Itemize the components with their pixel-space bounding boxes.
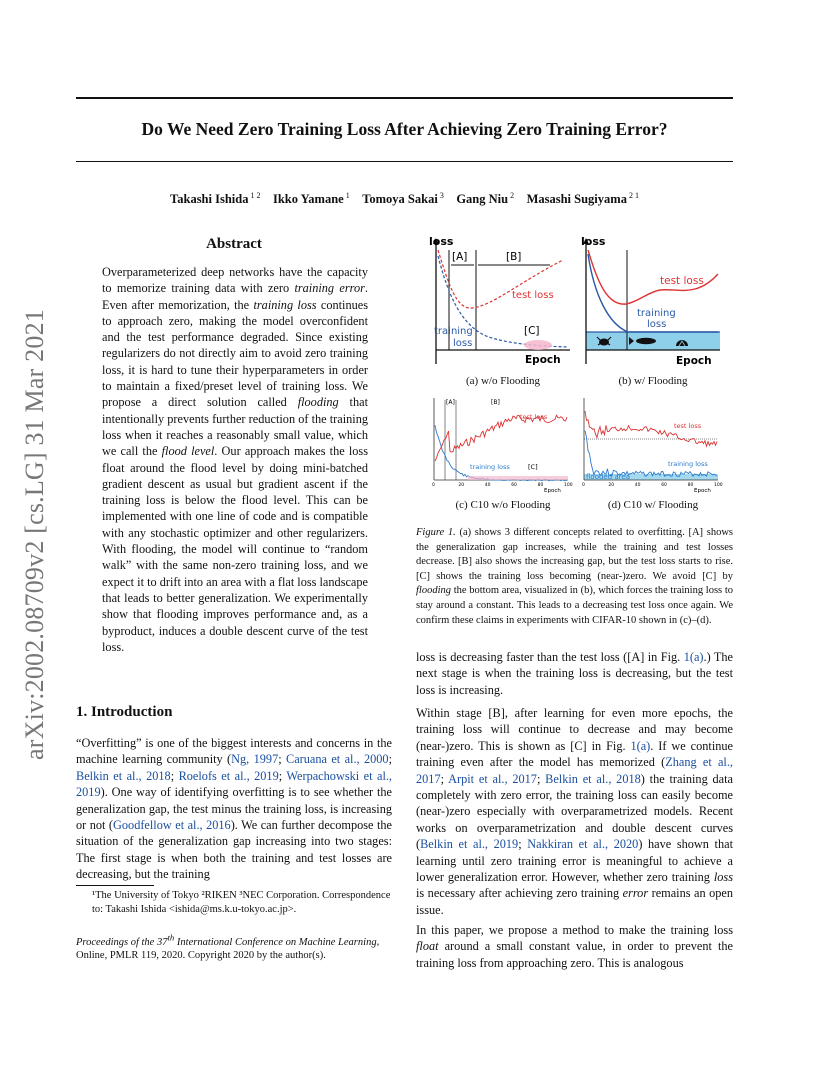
panel-a-training-label-2: loss (453, 338, 473, 349)
citation-link[interactable]: Belkin et al., 2018 (545, 771, 641, 786)
citation-link[interactable]: Arpit et al., 2017 (448, 771, 537, 786)
x-tick-label: 60 (511, 483, 517, 488)
affiliation-footnote: ¹The University of Tokyo ²RIKEN ³NEC Corporation. Correspondence to: Takashi Ishida <ishida@ms.k.u-tokyo.ac.jp>. (92, 890, 391, 915)
author-affiliation: 1 2 (248, 191, 261, 200)
text-run: ) have shown that learning until zero training error is meaningful to achieve a lower generalization error. However, whether zero training (416, 837, 733, 885)
panel-c-stage-b: [B] (491, 399, 500, 406)
figure-panel-d (578, 392, 728, 494)
text-run: ) the training data completely with zero error, the training loss can easily become (near-)zero especially with overparametrized models. Recent works on overparametrization and double descent curves ( (416, 771, 733, 852)
section-heading-introduction: 1. Introduction (76, 704, 173, 720)
text-run: ; (536, 771, 546, 786)
text-run: is necessary after achieving zero training (416, 886, 623, 901)
text-run: ; (518, 837, 528, 852)
text-run: training loss (253, 297, 317, 312)
x-tick-label: 20 (458, 483, 465, 488)
panel-a-test-loss-label: test loss (512, 290, 554, 301)
citation-link[interactable]: Belkin et al., 2019 (420, 837, 519, 852)
text-run: loss is decreasing faster than the test loss ([A] in Fig. (416, 650, 684, 664)
figure-sublabel-c: (c) C10 w/o Flooding (455, 499, 551, 511)
panel-d-training-loss-curve (585, 431, 717, 477)
text-run: loss (713, 870, 733, 885)
panel-b-x-label: Epoch (676, 355, 712, 367)
panel-a-training-label-1: training (434, 326, 473, 337)
figure-sublabel-d: (d) C10 w/ Flooding (607, 499, 699, 511)
citation-link[interactable]: Caruana et al., 2000 (286, 752, 389, 767)
x-tick-label: 20 (608, 483, 615, 488)
author-affiliation: 2 1 (626, 191, 639, 200)
top-rule (76, 97, 733, 99)
abstract-heading: Abstract (206, 236, 262, 252)
panel-c-zero-loss-region (468, 476, 568, 480)
x-tick-label: 40 (634, 483, 641, 488)
citation-link[interactable]: Belkin et al., 2018 (76, 768, 171, 783)
text-run: flooding (297, 395, 339, 410)
text-run: continues to approach zero, making the model overconfident and the test performance degraded. Since existing regularizers do not directly aim to avoid zero training loss, it is hard to tune their hyperparameters in order to maintain a fixed/preset level of training loss. We propose a direct solution called (102, 297, 369, 410)
citation-link[interactable]: Ng, 1997 (231, 752, 279, 767)
panel-c-stage-a: [A] (446, 399, 455, 406)
text-run: flood level (161, 444, 215, 459)
x-tick-label: 100 (714, 483, 723, 488)
panel-c-test-loss-label: test loss (520, 413, 548, 421)
text-run: “Overfitting” is one of the biggest interests and concerns in the machine learning community ( (76, 736, 392, 767)
text-run: ; (388, 752, 392, 767)
figure-sublabel-a: (a) w/o Flooding (466, 375, 540, 387)
footnote-rule (76, 885, 154, 886)
panel-a-stage-c: [C] (524, 325, 540, 337)
panel-d-test-loss-label: test loss (674, 422, 702, 430)
text-run: (a) shows 3 different concepts related to overfitting. [A] shows the generalization gap increases, while the training and test losses decrease. [B] also shows the increasing gap, but the test loss starts to rise. [C] shows the training loss becoming (near-)zero. We avoid [C] by (416, 527, 733, 582)
text-run: In this paper, we propose a method to make the training loss (416, 923, 733, 937)
text-run: Within stage [B], after learning for even more epochs, the training loss will continue to decrease and may become (near-)zero. This is shown as [C] in Fig. (416, 706, 733, 753)
panel-b-y-label: loss (581, 235, 606, 248)
x-tick-label: 0 (432, 483, 435, 488)
panel-a-stage-b: [B] (506, 251, 522, 263)
author-name: Tomoya Sakai (362, 192, 438, 207)
figure-caption-label: Figure 1. (416, 527, 456, 538)
figure-panel-c (428, 392, 578, 494)
citation-link[interactable]: Nakkiran et al., 2020 (527, 837, 639, 852)
x-tick-label: 40 (484, 483, 491, 488)
text-run: ; (278, 752, 287, 767)
author-name: Masashi Sugiyama (526, 192, 627, 207)
text-run: that intentionally prevents further reduction of the training loss when it reaches a reasonably small value, which we call the (102, 395, 368, 459)
figure-1-caption (416, 526, 733, 628)
citation-link[interactable]: Goodfellow et al., 2016 (113, 818, 231, 833)
panel-c-test-loss-curve (435, 415, 567, 461)
text-run: ). We can further decompose the situation of the generalization gap increasing into two stages: The first stage is when both the training and test losses are decreasing, but the training (76, 818, 392, 882)
citation-link[interactable]: 1(a) (683, 650, 704, 664)
text-run: . Even after memorization, the (102, 281, 368, 312)
right-paragraph-1 (416, 649, 733, 698)
right-paragraph-2 (416, 705, 733, 918)
panel-c-training-loss-curve (435, 425, 567, 481)
citation-link[interactable]: Zhang et al., 2017 (416, 755, 733, 786)
figure-panel-a (428, 234, 578, 370)
x-tick-label: 80 (687, 483, 694, 488)
panel-b-test-loss-label: test loss (660, 275, 704, 287)
author-name: Gang Niu (456, 192, 509, 207)
proceedings-note: Proceedings of the 37th International Conference on Machine Learning, Online, PMLR 119, 2020. Copyright 2020 by the author(s). (76, 932, 380, 961)
panel-d-flooded-area-label: flooded area (586, 473, 631, 481)
text-run: .) The next stage is when the training loss is decreasing, but the test loss is increasing. (416, 650, 734, 697)
text-run: float (416, 939, 439, 954)
paper-title: Do We Need Zero Training Loss After Achieving Zero Training Error? (141, 119, 668, 139)
x-tick-label: 80 (537, 483, 544, 488)
panel-c-x-label: Epoch (544, 488, 561, 494)
abstract-body (102, 264, 368, 655)
citation-link[interactable]: Roelofs et al., 2019 (178, 768, 279, 783)
text-run: remains an open issue. (416, 886, 733, 917)
citation-link[interactable]: Werpachowski et al., 2019 (76, 768, 393, 800)
introduction-paragraph (76, 735, 392, 883)
panel-a-zero-loss-region (524, 340, 552, 350)
author-name: Takashi Ishida (170, 192, 249, 207)
x-tick-label: 100 (564, 483, 573, 488)
title-bottom-rule (76, 161, 733, 162)
text-run: . If we continue training even after the model has memorized ( (416, 738, 734, 770)
x-tick-label: 0 (582, 483, 585, 488)
text-run: Overparameterized deep networks have the capacity to memorize training data with zero (102, 265, 368, 296)
citation-link[interactable]: 1(a) (630, 738, 651, 753)
text-run: ; (440, 771, 449, 786)
author-affiliation: 3 (437, 191, 444, 200)
text-run: around a small constant value, in order to prevent the training loss from approaching zero. This is analogous (416, 939, 733, 970)
text-run: error (622, 886, 649, 901)
text-run: ). One way of identifying overfitting is to see whether the generalization gap, the test minus the training loss, is increasing or not ( (76, 785, 392, 833)
panel-a-y-label: loss (429, 235, 454, 248)
panel-c-training-loss-label: training loss (470, 463, 510, 471)
figure-sublabel-b: (b) w/ Flooding (618, 375, 688, 387)
text-run: the bottom area, visualized in (b), which forces the training loss to stay around a constant. This leads to a decreasing test loss once again. We confirm these claims in experiments with CIFAR-10 shown in (c)–(d). (416, 585, 733, 626)
figure-panel-b (578, 234, 728, 370)
panel-a-stage-a: [A] (452, 251, 468, 263)
panel-d-training-loss-label: training loss (668, 460, 708, 468)
panel-b-training-label-2: loss (647, 319, 667, 330)
figure-caption-text (416, 527, 733, 626)
author-list (76, 191, 733, 207)
panel-d-x-label: Epoch (694, 488, 711, 494)
panel-b-training-label-1: training (637, 308, 676, 319)
right-paragraph-3 (416, 922, 733, 971)
panel-c-stage-c: [C] (528, 463, 538, 471)
author-name: Ikko Yamane (272, 192, 344, 207)
author-affiliation: 2 (508, 191, 515, 200)
text-run: . Our approach makes the loss float around the flood level by doing mini-batched gradient descent as usual but gradient ascent if the training loss is below the flood level. This can be implemented with one line of code and is compatible with any stochastic optimizer and other regularizers. With flooding, the model will continue to “random walk” with the same non-zero training loss, and we expect it to drift into an area with a flat loss landscape that leads to better generalization. We experimentally show that flooding improves performance and, as a byproduct, induces a double descent curve of the test loss. (102, 444, 368, 654)
author-affiliation: 1 (343, 191, 350, 200)
x-tick-label: 60 (661, 483, 667, 488)
text-run: ; (278, 768, 287, 783)
text-run: training error (294, 281, 365, 296)
text-run: flooding (416, 585, 452, 597)
text-run: ; (170, 768, 179, 783)
panel-a-x-label: Epoch (525, 354, 561, 366)
arxiv-sidebar-stamp: arXiv:2002.08709v2 [cs.LG] 31 Mar 2021 (20, 309, 49, 760)
